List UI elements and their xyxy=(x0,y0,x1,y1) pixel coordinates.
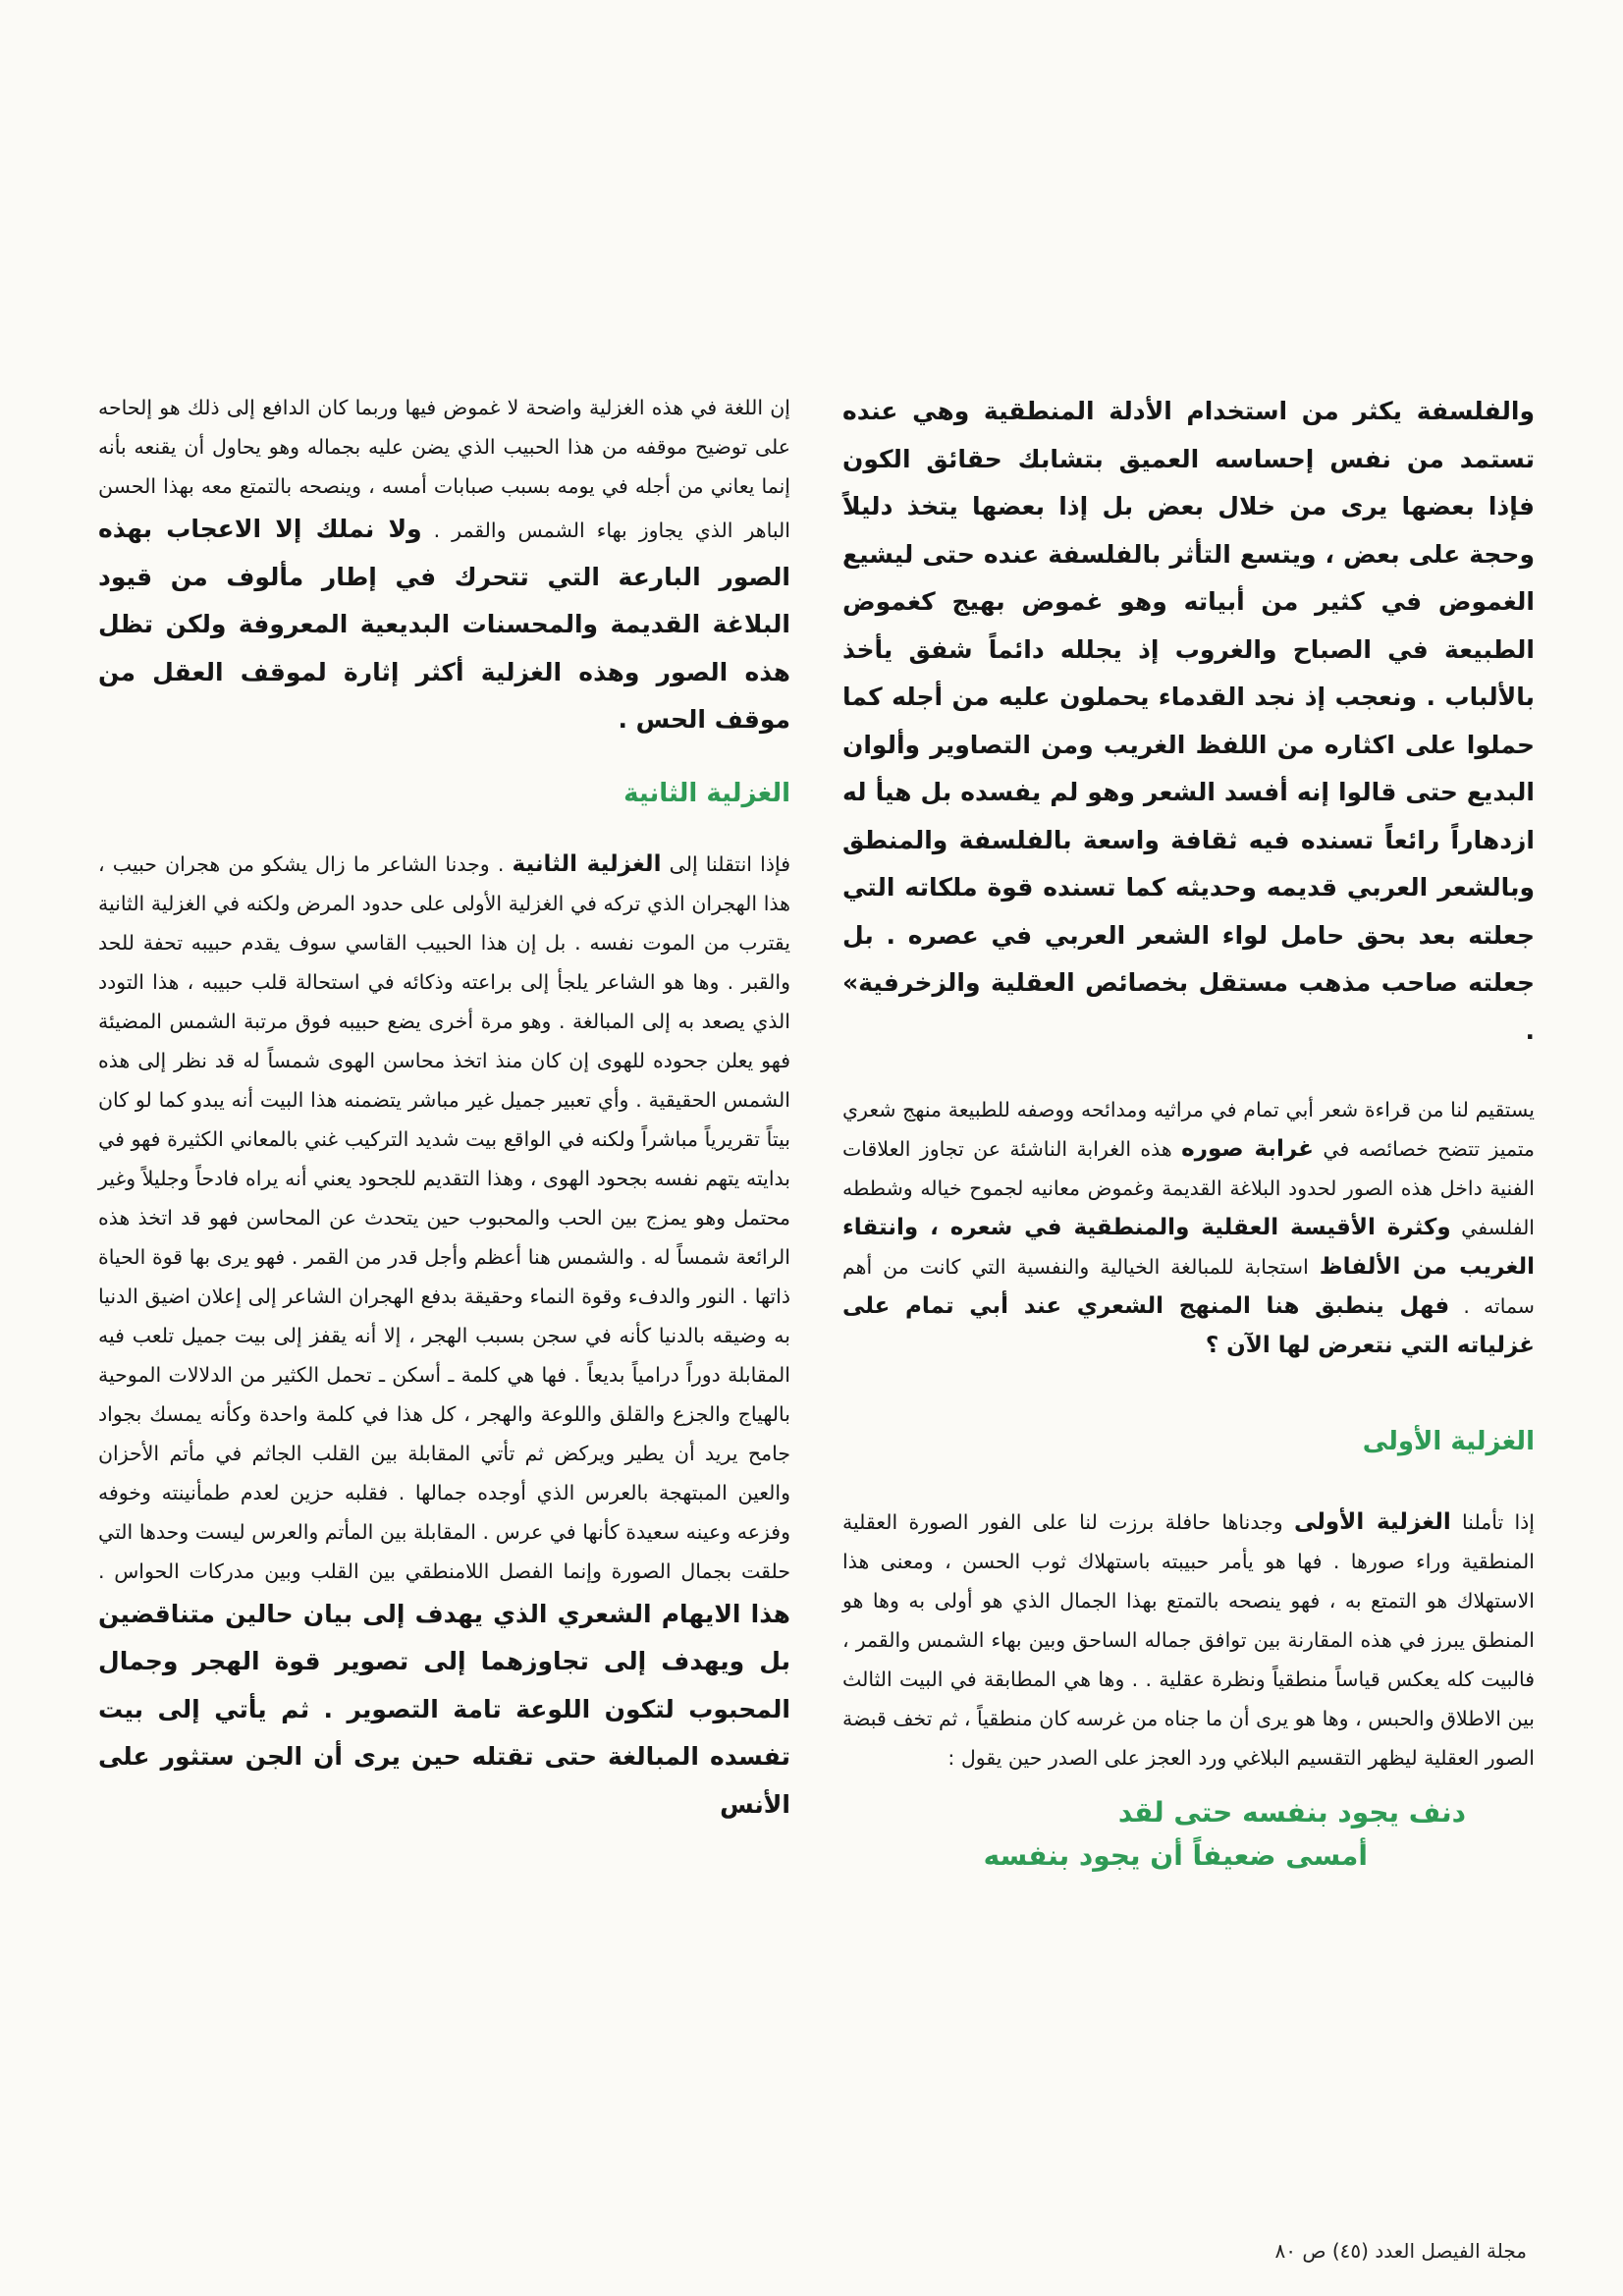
text-run: يستقيم لنا من قراءة شعر أبي تمام في مراثيه ومدائحه ووصفه للطبيعة منهج شعري متميز تتضح خصائصه في xyxy=(842,1098,1535,1161)
bold-phrase: الغزلية الأولى xyxy=(1293,1509,1451,1535)
verse-line-1: دنف يجود بنفسه حتى لقد xyxy=(1117,1796,1466,1829)
text-run: . وجدنا الشاعر ما زال يشكو من هجران حبيب ، هذا الهجران الذي تركه في الغزلية الأولى على حدود المرض ولكنه في الغزلية الثانية يقترب من الموت نفسه . بل إن هذا الحبيب القاسي سوف يقدم حبيبه تحفة للحد والقبر . وها هو الشاعر يلجأ إلى براعته وذكائه في استحالة قلب حبيبه ، هذا التودد الذي يصعد به إلى المبالغة . وهو مرة أخرى يضع حبيبه فوق مرتبة الشمس المضيئة فهو يعلن جحوده للهوى إن كان منذ اتخذ محاسن الهوى شمساً له قد نظر إلى هذه الشمس الحقيقية . وأي تعبير جميل غير مباشر يتضمنه هذا البيت أنه يبدو كما لو كان بيتاً تقريرياً مباشراً ولكنه في الواقع بيت شديد التركيب غني بالمعاني الكثيرة فهو في بدايته يتهم نفسه بجحود الهوى ، وهذا التقديم للجحود يعني أنه يراه فادحاً وجليلاً وغير محتمل وهو يمزج بين الحب والمحبوب حين يتحدث عن المحاسن فهو قد اتخذ هذه الرائعة شمساً له . والشمس هنا أعظم وأجل قدر من القمر . فهو يرى بها قوة الحياة ذاتها . النور والدفء وقوة النماء وحقيقة بدفع الهجران الشاعر إلى إعلان اضيق الدنيا به وضيقه بالدنيا كأنه في سجن بسبب الهجر ، إلا أنه يقفز إلى بيت جميل تلعب فيه المقابلة دوراً درامياً بديعاً . فها هي كلمة ـ أسكن ـ تحمل الكثير من الدلالات الموحية بالهياج والجزع والقلق واللوعة والهجر ، كل هذا في كلمة واحدة وكأنه يمسك بجواد جامح يريد أن يطير ويركض ثم تأتي المقابلة بين القلب الجاثم في مأتم الأحزان والعين المبتهجة بالعرس الذي أوجده جمالها . فقلبه حزين لعدم طمأنينته وخوفه وفزعه وعينه سعيدة كأنها في عرس . المقابلة بين المأتم والعرس ليست وحدها التي حلقت بجمال الصورة وإنما الفصل اللامنطقي بين القلب وبين مدركات الحواس . xyxy=(98,851,790,1583)
right-column xyxy=(842,388,1535,1878)
left-paragraph-2 xyxy=(98,845,790,1830)
text-run: هذه الغرابة الناشئة عن تجاوز العلاقات الفنية داخل هذه الصور لحدود البلاغة القديمة وغموض معانيه لجموح خياله وشططه الفلسفي xyxy=(842,1137,1536,1239)
verse-line-2: أمسى ضعيفاً أن يجود بنفسه xyxy=(983,1839,1368,1872)
text-run: فإذا انتقلنا إلى xyxy=(661,851,790,876)
bold-sentence: هذا الايهام الشعري الذي يهدف إلى بيان حالين متناقضين بل ويهدف إلى تجاوزهما إلى تصوير قوة الهجر وجمال المحبوب لتكون اللوعة تامة التصوير . ثم يأتي إلى بيت تفسده المبالغة حتى تقتله حين يرى أن الجن ستثور على الأنس xyxy=(98,1599,790,1819)
text-run: استجابة للمبالغة الخيالية والنفسية التي كانت من أهم سماته . xyxy=(842,1255,1535,1318)
text-run: إن اللغة في هذه الغزلية واضحة لا غموض فيها وربما كان الدافع إلى ذلك هو إلحاحه على توضيح موقفه من هذا الحبيب الذي يضن عليه بجماله وهو يحاول أن يقنعه بأنه إنما يعاني من أجله في يومه بسبب صبابات أمسه ، وينصحه بالتمتع معه بهذا الحسن الباهر الذي يجاوز بهاء الشمس والقمر . xyxy=(98,396,790,542)
spacer xyxy=(842,1055,1535,1090)
page-footer: مجلة الفيصل العدد (٤٥) ص ٨٠ xyxy=(1274,2239,1527,2263)
bold-phrase: فهل ينطبق هنا المنهج الشعري عند أبي تمام على غزلياته التي نتعرض لها الآن ؟ xyxy=(842,1293,1535,1358)
section-heading-second-ghazal: الغزلية الثانية xyxy=(623,778,790,808)
bold-sentence: ولا نملك إلا الاعجاب بهذه الصور البارعة التي تتحرك في إطار مألوف من قيود البلاغة القديمة والمحسنات البديعية المعروفة ولكن تظل هذه الصور وهذه الغزلية أكثر إثارة لموقف العقل من موقف الحس . xyxy=(98,515,790,734)
right-paragraph-3 xyxy=(842,1503,1535,1777)
text-run: إذا تأملنا xyxy=(1450,1510,1535,1534)
bold-phrase: غرابة صوره xyxy=(1181,1136,1314,1162)
section-heading-first-ghazal: الغزلية الأولى xyxy=(1362,1427,1535,1456)
left-paragraph-1 xyxy=(98,388,790,744)
left-column xyxy=(98,388,790,1829)
bold-phrase: وكثرة الأقيسة العقلية والمنطقية في شعره ، وانتقاء الغريب من الألفاظ xyxy=(842,1215,1535,1280)
right-paragraph-2 xyxy=(842,1090,1535,1365)
bold-phrase: الغزلية الثانية xyxy=(512,850,662,877)
poem-verse xyxy=(842,1791,1535,1878)
right-paragraph-1: والفلسفة يكثر من استخدام الأدلة المنطقية وهي عنده تستمد من نفس إحساسه العميق بتشابك حقائق الكون فإذا بعضها يرى من خلال بعض بل إذا بعضها يتخذ دليلاً وحجة على بعض ، ويتسع التأثر بالفلسفة عنده حتى ليشيع الغموض في كثير من أبياته وهو غموض بهيج كغموض الطبيعة في الصباح والغروب إذ يجلله دائماً شفق يأخذ بالألباب . ونعجب إذ نجد القدماء يحملون عليه من أجله كما حملوا على اكثاره من اللفظ الغريب ومن التصاوير وألوان البديع حتى قالوا إنه أفسد الشعر وهو لم يفسده بل هيأ له ازدهاراً رائعاً تسنده فيه ثقافة واسعة بالفلسفة والمنطق وبالشعر العربي قديمه وحديثه كما تسنده قوة ملكاته التي جعلته بعد بحق حامل لواء الشعر العربي في عصره . بل جعلته صاحب مذهب مستقل بخصائص العقلية والزخرفية» . xyxy=(842,397,1535,1045)
text-run: وجدناها حافلة برزت لنا على الفور الصورة العقلية المنطقية وراء صورها . فها هو يأمر حبيبته باستهلاك ثوب الحسن ، ومعنى هذا الاستهلاك هو التمتع به ، فهو ينصحه بالتمتع بهذا الجمال الذي هو أولى به وها هو المنطق يبرز في هذه المقارنة بين توافق جماله الساحق وبين بهاء الشمس والقمر ، فالبيت كله يعكس قياساً منطقياً ونظرة عقلية . . وها هي المطابقة في البيت الثالث بين الاطلاق والحبس ، وها هو يرى أن ما جناه من غرسه كان منطقياً ، ثم تخف قبضة الصور العقلية ليظهر التقسيم البلاغي ورد العجز على الصدر حين يقول : xyxy=(842,1510,1535,1770)
